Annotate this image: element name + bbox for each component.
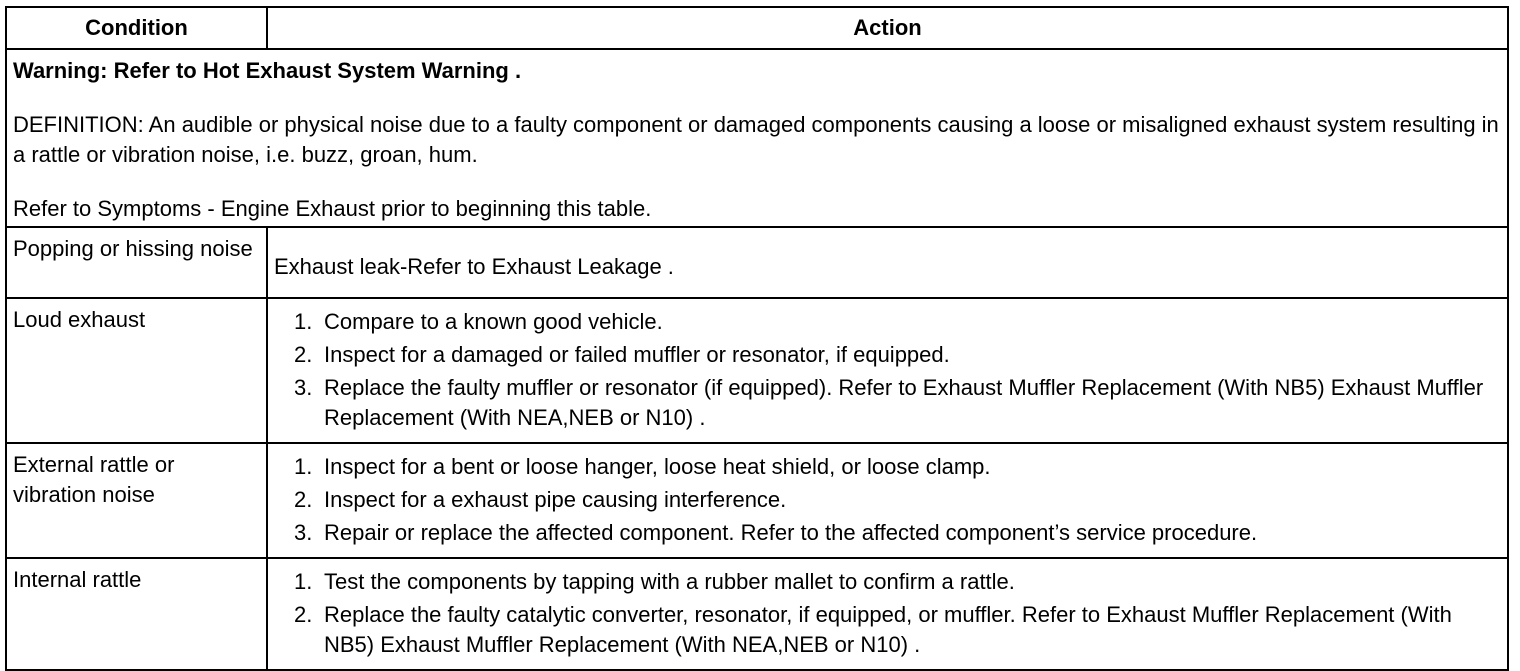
refer-text: Refer to Symptoms - Engine Exhaust prior to beginning this table. bbox=[13, 196, 652, 221]
definition-text: DEFINITION: An audible or physical noise due to a faulty component or damaged components causing a loose or misaligned exhaust system resulting in a rattle or vibration noise, i.e. buzz, groan, hum. bbox=[13, 112, 1499, 167]
step-number: 1. bbox=[294, 569, 313, 594]
list-item bbox=[274, 452, 1501, 482]
step-text: Repair or replace the affected component. Refer to the affected component’s service procedure. bbox=[324, 520, 1258, 545]
table-row bbox=[6, 443, 1508, 558]
warning-text: Warning: Refer to Hot Exhaust System Warning . bbox=[13, 58, 522, 83]
list-item bbox=[274, 567, 1501, 597]
condition-cell: Loud exhaust bbox=[6, 298, 267, 443]
step-number: 3. bbox=[294, 520, 313, 545]
steps-list bbox=[274, 444, 1501, 557]
step-number: 3. bbox=[294, 375, 313, 400]
step-text: Inspect for a bent or loose hanger, loose heat shield, or loose clamp. bbox=[324, 454, 991, 479]
list-item bbox=[274, 485, 1501, 515]
list-item bbox=[274, 307, 1501, 337]
list-item bbox=[274, 518, 1501, 548]
condition-header: Condition bbox=[6, 7, 267, 49]
action-cell bbox=[267, 443, 1508, 558]
condition-cell: Popping or hissing noise bbox=[6, 227, 267, 298]
step-number: 2. bbox=[294, 487, 313, 512]
intro-cell bbox=[6, 49, 1508, 227]
table-row bbox=[6, 298, 1508, 443]
step-text: Replace the faulty muffler or resonator (if equipped). Refer to Exhaust Muffler Replacement (With NB5) Exhaust Muffler Replacement (With NEA,NEB or N10) . bbox=[324, 375, 1484, 430]
condition-cell: Internal rattle bbox=[6, 558, 267, 670]
condition-cell: External rattle or vibration noise bbox=[6, 443, 267, 558]
steps-list bbox=[274, 559, 1501, 669]
step-number: 1. bbox=[294, 309, 313, 334]
list-item bbox=[274, 340, 1501, 370]
action-header: Action bbox=[267, 7, 1508, 49]
steps-list bbox=[274, 299, 1501, 442]
diagnostic-table bbox=[5, 6, 1509, 671]
action-cell bbox=[267, 298, 1508, 443]
table-row bbox=[6, 227, 1508, 298]
table-row bbox=[6, 558, 1508, 670]
step-text: Test the components by tapping with a rubber mallet to confirm a rattle. bbox=[324, 569, 1015, 594]
list-item bbox=[274, 373, 1501, 433]
step-text: Replace the faulty catalytic converter, resonator, if equipped, or muffler. Refer to Exhaust Muffler Replacement (With NB5) Exhaust Muffler Replacement (With NEA,NEB or N10) . bbox=[324, 602, 1452, 657]
step-text: Inspect for a exhaust pipe causing interference. bbox=[324, 487, 787, 512]
diagnostic-table-container bbox=[5, 6, 1507, 671]
action-cell: Exhaust leak-Refer to Exhaust Leakage . bbox=[267, 227, 1508, 298]
intro-row bbox=[6, 49, 1508, 227]
step-number: 2. bbox=[294, 342, 313, 367]
step-number: 2. bbox=[294, 602, 313, 627]
action-cell bbox=[267, 558, 1508, 670]
header-row bbox=[6, 7, 1508, 49]
step-text: Inspect for a damaged or failed muffler or resonator, if equipped. bbox=[324, 342, 950, 367]
step-text: Compare to a known good vehicle. bbox=[324, 309, 663, 334]
list-item bbox=[274, 600, 1501, 660]
step-number: 1. bbox=[294, 454, 313, 479]
